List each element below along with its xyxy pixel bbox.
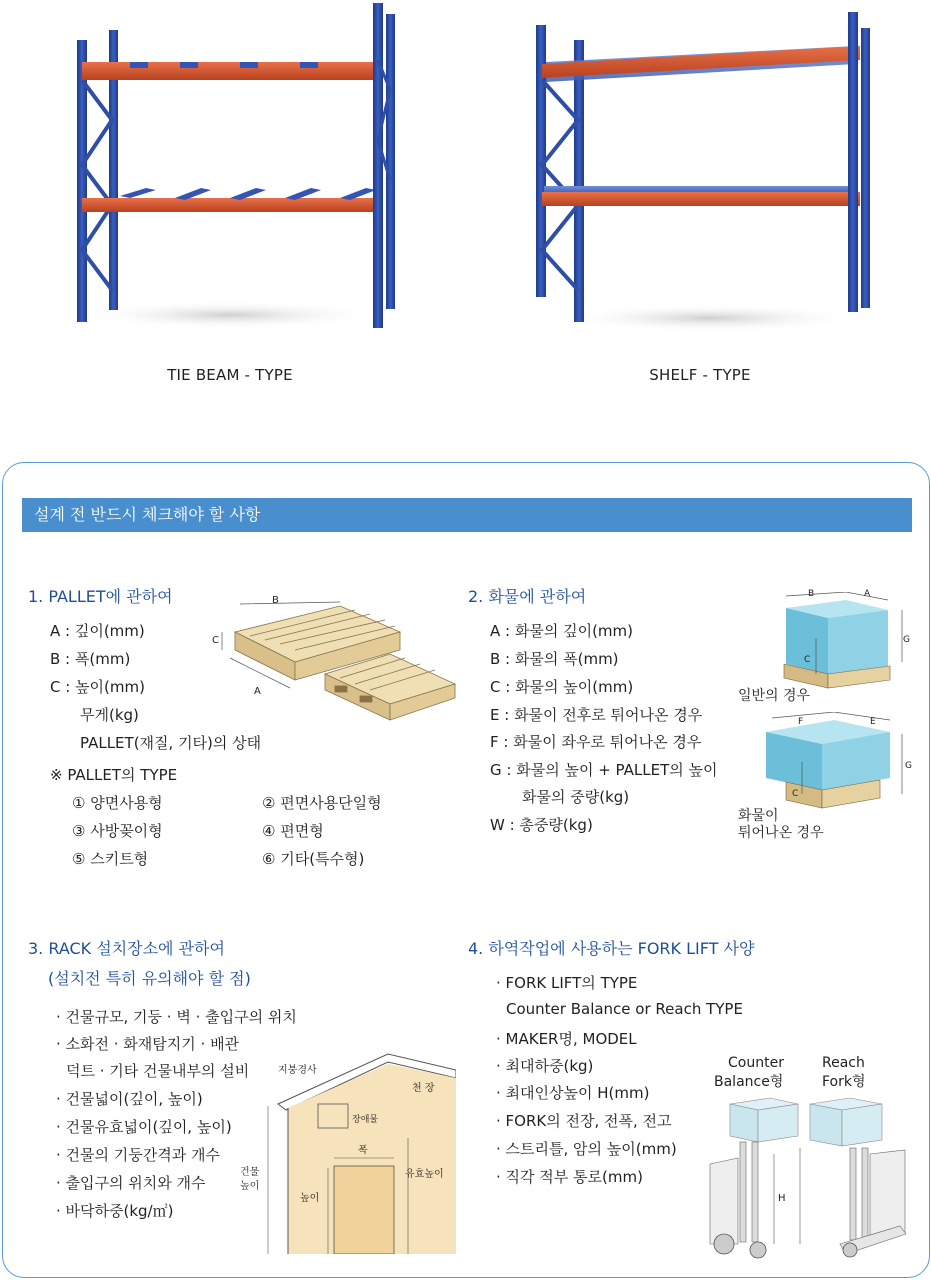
forklift-counter-label-1: Counter [728, 1055, 784, 1071]
tie-beam-type-caption: TIE BEAM - TYPE [167, 366, 293, 384]
cargo2-label-g: G [905, 761, 912, 771]
checklist-banner: 설계 전 반드시 체크해야 할 사항 [22, 498, 912, 532]
section2-line-a: A : 화물의 깊이(mm) [490, 622, 633, 640]
section2-title: 2. 화물에 관하여 [468, 587, 587, 606]
cargo2-caption-line1: 화물이 [738, 808, 779, 824]
building-label-effective: 유효높이 [405, 1169, 444, 1180]
section2-line-e: E : 화물이 전후로 튀어나온 경우 [490, 706, 703, 724]
pallet-type-4: ④ 편면형 [262, 822, 324, 840]
building-label-height-1: 건물 [240, 1167, 260, 1178]
section2-line-weight: 화물의 중량(kg) [522, 788, 630, 806]
building-label-obstacle: 장애물 [352, 1115, 379, 1125]
forklift-diagram [700, 1094, 915, 1266]
cargo1-caption: 일반의 경우 [738, 688, 811, 704]
section3-line-6: · 건물의 기둥간격과 개수 [56, 1146, 220, 1164]
section4-line-1: · FORK LIFT의 TYPE [496, 974, 638, 992]
pallet-type-1: ① 양면사용형 [72, 794, 163, 812]
cargo-normal-diagram [776, 592, 911, 696]
pallet-type-5: ⑤ 스키트형 [72, 850, 149, 868]
building-label-ceiling: 천 장 [412, 1083, 435, 1094]
building-label-width: 폭 [358, 1145, 368, 1156]
cargo1-label-g: G [903, 635, 910, 645]
section4-title: 4. 하역작업에 사용하는 FORK LIFT 사양 [468, 939, 755, 958]
section3-line-7: · 출입구의 위치와 개수 [56, 1174, 206, 1192]
cargo1-label-a: A [864, 589, 871, 599]
section3-line-4: · 건물넓이(깊이, 높이) [56, 1090, 203, 1108]
section1-line-weight: 무게(kg) [80, 706, 139, 724]
section3-line-8: · 바닥하중(kg/㎡) [56, 1202, 174, 1220]
forklift-label-h: H [778, 1193, 786, 1204]
section3-title: 3. RACK 설치장소에 관하여 [28, 939, 225, 958]
section4-line-7: · 스트리틀, 암의 높이(mm) [496, 1140, 677, 1158]
building-label-height-2: 높이 [240, 1181, 260, 1192]
cargo1-label-b: B [808, 589, 815, 599]
section4-line-8: · 직각 적부 통로(mm) [496, 1168, 643, 1186]
section1-type-title: ※ PALLET의 TYPE [50, 766, 178, 784]
forklift-reach-label-1: Reach [822, 1055, 865, 1071]
pallet-label-b: B [272, 595, 279, 606]
pallet-label-c: C [212, 635, 219, 646]
section2-line-b: B : 화물의 폭(mm) [490, 650, 619, 668]
cargo2-label-e: E [870, 717, 876, 727]
forklift-counter-label-2: Balance형 [714, 1074, 784, 1090]
section2-line-w: W : 총중량(kg) [490, 816, 593, 834]
cargo2-caption-line2: 튀어나온 경우 [738, 825, 824, 841]
cargo2-label-f: F [798, 717, 804, 727]
section1-line-condition: PALLET(재질, 기타)의 상태 [80, 734, 262, 752]
cargo2-label-c: C [792, 789, 799, 799]
section3-line-2: · 소화전 · 화재탐지기 · 배관 [56, 1035, 240, 1053]
section3-line-5: · 건물유효넓이(깊이, 높이) [56, 1118, 232, 1136]
section2-line-c: C : 화물의 높이(mm) [490, 678, 634, 696]
section3-line-3: 덕트 · 기타 건물내부의 설비 [66, 1062, 250, 1080]
shelf-rack-illustration [530, 0, 880, 335]
section4-line-3: · MAKER명, MODEL [496, 1030, 637, 1048]
section1-line-a: A : 깊이(mm) [50, 622, 145, 640]
pallet-diagram [210, 592, 460, 722]
section2-line-g: G : 화물의 높이 + PALLET의 높이 [490, 761, 718, 779]
section1-title: 1. PALLET에 관하여 [28, 587, 173, 606]
cargo-overhang-diagram [762, 712, 912, 822]
section3-subtitle: (설치전 특히 유의해야 할 점) [48, 969, 251, 988]
tie-beam-rack-illustration [60, 0, 400, 335]
section3-line-1: · 건물규모, 기둥 · 벽 · 출입구의 위치 [56, 1008, 297, 1026]
pallet-type-6: ⑥ 기타(특수형) [262, 850, 365, 868]
cargo1-label-c: C [804, 655, 811, 665]
section1-line-b: B : 폭(mm) [50, 650, 131, 668]
building-label-roof: 지붕경사 [278, 1065, 317, 1076]
section2-line-f: F : 화물이 좌우로 튀어나온 경우 [490, 733, 702, 751]
section4-line-4: · 최대하중(kg) [496, 1057, 594, 1075]
section1-line-c: C : 높이(mm) [50, 678, 145, 696]
section4-line-5: · 최대인상높이 H(mm) [496, 1084, 650, 1102]
pallet-type-2: ② 편면사용단일형 [262, 794, 382, 812]
shelf-type-caption: SHELF - TYPE [649, 366, 751, 384]
section4-line-2: Counter Balance or Reach TYPE [506, 1000, 743, 1018]
forklift-reach-label-2: Fork형 [822, 1074, 866, 1090]
building-label-door-height: 높이 [300, 1193, 320, 1204]
section4-line-6: · FORK의 전장, 전폭, 전고 [496, 1112, 672, 1130]
pallet-type-3: ③ 사방꽂이형 [72, 822, 163, 840]
pallet-label-a: A [254, 686, 261, 697]
